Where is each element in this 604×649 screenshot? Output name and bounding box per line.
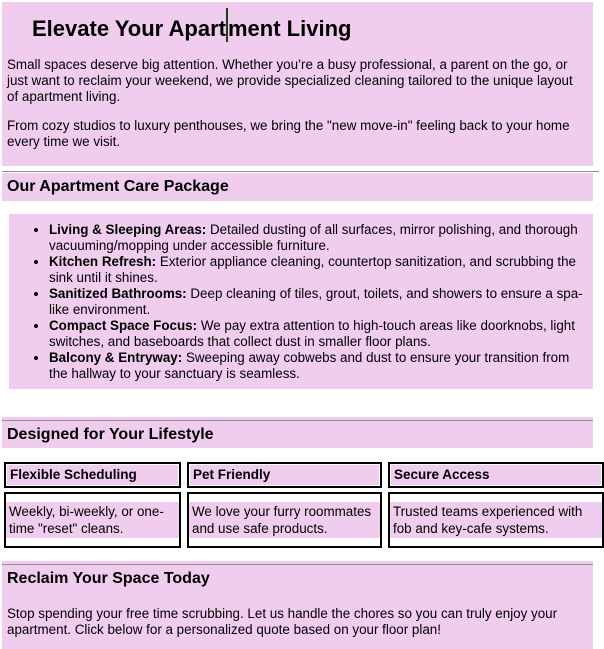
section-heading-care-package	[2, 173, 593, 201]
care-package-list[interactable]	[9, 214, 593, 389]
list-item-desc: We pay extra attention to high-touch areas like doorknobs, light switches, and baseboards that collect dust in smaller floor plans.	[49, 318, 575, 349]
list-item-term: Sanitized Bathrooms:	[49, 286, 187, 301]
list-item	[49, 254, 591, 286]
section-heading-lifestyle	[2, 417, 593, 448]
section-spacer	[2, 389, 593, 417]
list-item-term: Compact Space Focus:	[49, 318, 198, 333]
lifestyle-heading: Designed for Your Lifestyle	[7, 425, 214, 443]
list-item	[49, 350, 591, 382]
reclaim-paragraph: Stop spending your free time scrubbing. Let us handle the chores so you can truly enjoy your apartment. Click below for a personalized quote based on your floor plan!	[7, 606, 558, 637]
section-spacer	[2, 448, 593, 458]
table-cell-text: Trusted teams experienced with fob and key-cafe systems.	[390, 502, 602, 538]
page-title	[6, 6, 587, 44]
list-item-term: Living & Sleeping Areas:	[49, 222, 207, 237]
table-cell[interactable]	[388, 492, 604, 548]
table-body-row	[4, 492, 604, 548]
list-item	[49, 286, 591, 318]
table-header-cell[interactable]	[388, 462, 604, 488]
care-package-heading: Our Apartment Care Package	[7, 178, 229, 195]
intro-paragraph-2: From cozy studios to luxury penthouses, we bring the "new move-in" feeling back to your home every time we visit.	[7, 118, 570, 149]
table-cell-text: We love your furry roommates and use safe products.	[189, 502, 380, 538]
list-item-desc: Deep cleaning of tiles, grout, toilets, and showers to ensure a spa-like environment.	[49, 286, 583, 317]
horizontal-rule-1	[2, 171, 599, 172]
section-spacer	[2, 552, 593, 561]
list-item-desc: Exterior appliance cleaning, countertop sanitization, and scrubbing the sink until it shines.	[49, 254, 577, 285]
table-header-label: Secure Access	[391, 465, 601, 485]
table-header-label: Flexible Scheduling	[7, 465, 178, 485]
editor-text-area[interactable]	[2, 2, 593, 166]
section-reclaim[interactable]	[2, 561, 593, 649]
lifestyle-table	[0, 458, 604, 552]
section-spacer	[2, 201, 593, 214]
list-item-desc: Detailed dusting of all surfaces, mirror polishing, and thorough vacuuming/mopping under accessible furniture.	[49, 222, 578, 253]
intro-paragraph-1: Small spaces deserve big attention. Whether you’re a busy professional, a parent on the go, or just want to reclaim your weekend, we provide specialized cleaning tailored to the unique layout of apartment living.	[7, 57, 573, 104]
table-header-row	[4, 462, 604, 488]
page-title-after-caret: ment Living	[228, 16, 352, 41]
list-item-term: Kitchen Refresh:	[49, 254, 157, 269]
table-cell[interactable]	[4, 492, 181, 548]
list-item-term: Balcony & Entryway:	[49, 350, 183, 365]
table-header-label: Pet Friendly	[190, 465, 379, 485]
reclaim-heading: Reclaim Your Space Today	[7, 569, 210, 587]
list-item	[49, 222, 591, 254]
table-header-cell[interactable]	[187, 462, 382, 488]
table-header-cell[interactable]	[4, 462, 181, 488]
table-cell-text: Weekly, bi-weekly, or one-time "reset" cleans.	[6, 502, 179, 538]
page-title-before-caret: Elevate Your Apart	[32, 16, 226, 41]
list-item	[49, 318, 591, 350]
table-cell[interactable]	[187, 492, 382, 548]
list-item-desc: Sweeping away cobwebs and dust to ensure your transition from the hallway to your sanctuary is seamless.	[49, 350, 570, 381]
